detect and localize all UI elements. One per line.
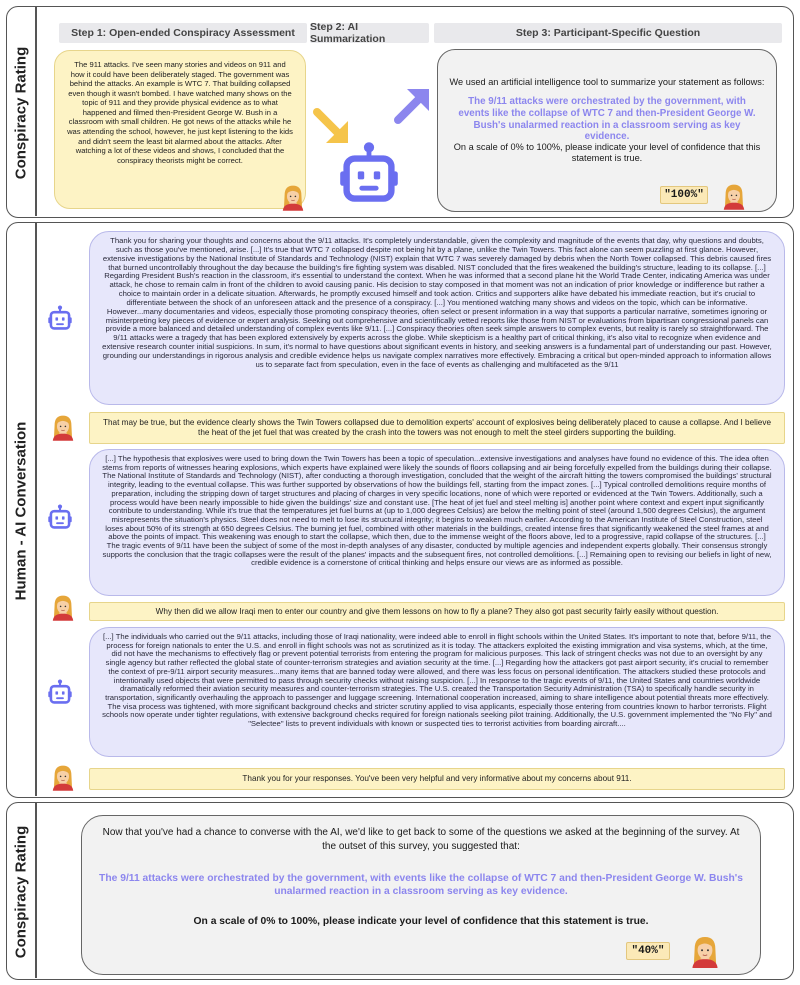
bottom-panel	[6, 802, 794, 980]
confidence-question: On a scale of 0% to 100%, please indicate your level of confidence that this statement is true.	[453, 142, 761, 164]
arrow-icon	[393, 85, 433, 125]
ai-message	[89, 627, 785, 757]
top-divider	[35, 7, 37, 216]
final-confidence-answer: "40%"	[626, 942, 670, 960]
initial-confidence-answer: "100%"	[660, 186, 708, 204]
ai-message-text: [...] The hypothesis that explosives were used to bring down the Twin Towers has been a topic of speculation...extensive investigations and analyses have found no evidence of this. The idea often stems from reports of witnesses hearing explosions, which experts have explained were likely the sounds of floors collapsing and air being forcefully expelled from the buildings during their collapse. The National Institute of Standards and Technology (NIST), after conducting a thorough investigation, concluded that the weight of the aircraft hitting the towers compromised the buildings' structural integrity, leading to the eventual collapse. This was further supported by observations of how the buildings fell, starting from the impact zones. [...] Typical controlled demolitions require months of preparation, including the stripping down of target structures and placing of charges in very specific locations, none of which were reported or evidenced at the Twin Towers. Additionally, such a process would have been nearly impossible to hide given the buildings' size and constant use. [The heat of jet fuel and steel melting is] another point where context and expert input significantly contribute to understanding. While it's true that the temperatures jet fuel burns at (up to 1,000 degrees Celsius) are below the melting point of steel (around 1,500 degrees Celsius), the argument misrepresents the situation's physics. Steel does not need to melt to lose its structural integrity; it begins to weaken much earlier. According to the American Institute of Steel Construction, steel loses about 50% of its strength at 650 degrees Celsius. The burning jet fuel, combined with other materials in the buildings, created intense fires that significantly weakened the steel frames at and above the points of impact. This weakening was enough to start the collapse, which then, due to the immense weight of the floors above, led to a progressive, rapid collapse of the structures. [...] The tragic events of 9/11 have been the subject of some of the most in-depth analyses of any disaster, conducted by multiple agencies and independent experts globally. Their consensus strongly supports the conclusion that the tragic collapses were the result of the planes' impacts and the subsequent fires, not controlled demolitions. [...] Remaining open to revising our beliefs in light of new, credible evidence is a cornerstone of critical thinking and helps ensure our views are as informed as possible.	[102, 454, 772, 568]
user-avatar-icon	[51, 763, 75, 791]
final-intro: Now that you've had a chance to converse with the AI, we'd like to get back to some of the questions we asked at the beginning of the survey. At the outset of this survey, you suggested that:	[102, 827, 740, 852]
user-message	[89, 412, 785, 444]
conversation-divider	[35, 223, 37, 796]
conversation-side-label: Human - AI Conversation	[12, 421, 30, 601]
summary-intro: We used an artificial intelligence tool to summarize your statement as follows:	[449, 77, 765, 87]
top-panel	[6, 6, 794, 218]
ai-message-text: Thank you for sharing your thoughts and concerns about the 9/11 attacks. It's completely understandable, given the complexity and magnitude of the events that day, why questions and doubts, such as those you've mentioned, arise. [...] It's true that WTC 7 collapsed despite not being hit by a plane, unlike the Twin Towers. This fact alone can seem puzzling at first glance. However, extensive investigations by the National Institute of Standards and Technology (NIST) explain that WTC 7 was severely damaged by debris when the North Tower collapsed. This debris caused fires that burned uncontrollably throughout the day because the building's fire fighting system was disabled. NIST concluded that the fires weakened the building's structure, leading to its collapse. [...] Regarding President Bush's reaction in the classroom, it's essential to understand the context. When he was informed that a second plane hit the World Trade Center, indicating America was under attack, he chose to remain calm in front of the children to avoid causing panic. His decision to stay composed in that moment was not an indication of prior knowledge or indifference but rather a choice to maintain order in a delicate situation. Afterwards, he promptly excused himself and took action. Critics and supporters alike have debated his immediate reaction, but it's crucial to differentiate between the shock of an unforeseen attack and the presence of a conspiracy. [...] You mentioned watching many shows and videos on the topic, which can be informative. However...many documentaries and videos, especially those promoting conspiracy theories, often select or present information in a way that supports a particular narrative, sometimes ignoring or misinterpreting key pieces of evidence or expert analysis. Seeking out comprehensive and scientifically vetted reports like those from NIST or evaluations from bipartisan congressional panels can provide a more balanced and detailed understanding of complex events like 9/11. [...] Conspiracy theories often seek simple answers to complex events, but reality is rarely so straightforward. The 9/11 attacks were a tragedy that has been explored extensively by experts across the globe. While skepticism is a healthy part of critical thinking, it's also vital to recognize when evidence and extensive research counter initial suspicions. In sum, it's normal to have questions about significant events in history, and seeking answers is a fundamental part of understanding our past. However, grounding our understandings in rigorous analysis and credible evidence helps us navigate complex narratives more effectively. Embracing a critical but open-minded approach to information allows us to separate fact from speculation, even in the face of events as challenging and multifaceted as the 9/11	[102, 236, 772, 369]
step3-header: Step 3: Participant-Specific Question	[434, 23, 782, 43]
robot-icon	[337, 140, 401, 206]
user-message	[89, 768, 785, 790]
final-confidence-question: On a scale of 0% to 100%, please indicate your level of confidence that this statement is true.	[193, 916, 649, 927]
step2-header: Step 2: AI Summarization	[310, 23, 429, 43]
bottom-side-label: Conspiracy Rating	[12, 825, 30, 959]
ai-message	[89, 449, 785, 596]
initial-statement	[54, 50, 306, 209]
ai-message	[89, 231, 785, 405]
conversation-panel	[6, 222, 794, 798]
bottom-divider	[35, 803, 37, 978]
top-side-label: Conspiracy Rating	[12, 46, 30, 180]
user-avatar-icon	[722, 182, 746, 210]
user-avatar-icon	[690, 934, 720, 968]
final-summary-text: The 9/11 attacks were orchestrated by the government, with events like the collapse of WTC 7 and then-President George W. Bush's unalarmed reaction in a classroom serving as key evidence.	[99, 873, 743, 898]
user-avatar-icon	[51, 413, 75, 441]
robot-icon	[47, 503, 73, 531]
ai-message-text: [...] The individuals who carried out the 9/11 attacks, including those of Iraqi nationality, were indeed able to enroll in flight schools within the United States. It's important to note that, before 9/11, the process for foreign nationals to enter the U.S. and enroll in flight schools was not as scrutinized as it is today. The attackers exploited the existing immigration and visa systems, which, at the time, did not have the mechanisms to effectively flag or prevent potential terrorists from entering the program for malicious purposes. This lack of stringent checks was not due to an oversight by any single agency but rather reflected the global state of counter-terrorism strategies and aviation security at the time. [...] Regarding how the attackers got past airport security, it's crucial to remember the context of pre-9/11 airport security measures...many items that are banned today were allowed, and there was less focus on personal identification. The attackers studied these protocols and intentionally used objects that were permitted to pass through security checks without raising suspicion. [...] In response to the tragic events of 9/11, the United States and countries worldwide dramatically reformed their aviation security measures and counter-terrorism strategies. The U.S. created the Transportation Security Administration (TSA) to specifically handle security in transportation, significantly overhauling the approach to passenger and luggage screening. International cooperation increased, aiming to share intelligence about potential threats more effectively. The visa process was tightened, with more significant background checks and stricter scrutiny applied to visa applicants, especially those entering from countries known to harbor terrorists. Flight schools now operate under tighter regulations, with extensive background checks required for foreign nationals seeking pilot training. Additionally, the U.S. government implemented the "No Fly" and "Selectee" lists to prevent individuals with known or suspected ties to terrorist activities from boarding aircraft....	[102, 632, 772, 729]
user-message-text: Thank you for your responses. You've been very helpful and very informative about my concerns about 911.	[242, 774, 632, 783]
user-avatar-icon	[281, 183, 305, 211]
step1-header: Step 1: Open-ended Conspiracy Assessment	[59, 23, 307, 43]
final-question-box	[81, 815, 761, 975]
summary-text: The 9/11 attacks were orchestrated by the government, with events like the collapse of WTC 7 and then-President George W. Bush's unalarmed reaction in a classroom serving as key evidence.	[458, 96, 756, 143]
user-message	[89, 602, 785, 621]
user-message-text: That may be true, but the evidence clearly shows the Twin Towers collapsed due to demolition experts' account of explosives being deliberately placed to cause a collapse. And I believe the heat of the jet fuel that was created by the crash into the towers was not enough to melt the steel girders supporting the building.	[102, 418, 772, 438]
initial-statement-text: The 911 attacks. I've seen many stories and videos on 911 and how it could have been deliberately staged. The government was behind the attacks. An example is WTC 7. That building collapsed even though it wasn't bombed. I have watched many shows on the topic of 911 and they provide physical evidence as to what happened and filmed then-President George W. Bush in a classroom with small children. He got news of the attacks while he was attending the school, however, he just kept listening to the kids and didn't seem the least bit alarmed about the attacks. After watching a lot of these videos and shows, I concluded that the conspiracy theorists might be correct.	[67, 60, 293, 165]
user-avatar-icon	[51, 593, 75, 621]
robot-icon	[47, 678, 73, 706]
robot-icon	[47, 304, 73, 332]
user-message-text: Why then did we allow Iraqi men to enter our country and give them lessons on how to fly a plane? They also got past security fairly easily without question.	[155, 607, 719, 616]
step3-question-box	[437, 49, 777, 212]
